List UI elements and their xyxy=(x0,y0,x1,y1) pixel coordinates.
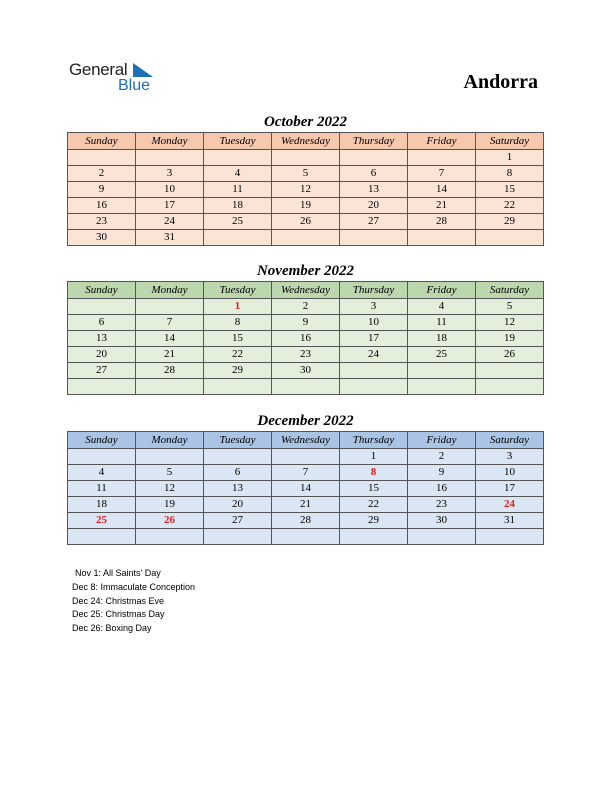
weekday-header: Saturday xyxy=(476,432,544,449)
day-cell: 24 xyxy=(340,347,408,363)
week-row xyxy=(68,363,544,379)
day-cell: 27 xyxy=(68,363,136,379)
day-cell xyxy=(272,150,340,166)
holiday-note: Nov 1: All Saints' Day xyxy=(75,568,161,578)
weekday-header: Monday xyxy=(136,133,204,150)
weekday-header: Friday xyxy=(408,432,476,449)
day-cell xyxy=(408,150,476,166)
day-cell xyxy=(68,529,136,545)
month-november xyxy=(67,261,544,395)
week-row xyxy=(68,497,544,513)
day-cell: 20 xyxy=(204,497,272,513)
day-cell xyxy=(136,529,204,545)
day-cell: 5 xyxy=(272,166,340,182)
weekday-header: Wednesday xyxy=(272,133,340,150)
day-cell: 12 xyxy=(272,182,340,198)
day-cell xyxy=(408,529,476,545)
day-cell xyxy=(340,363,408,379)
day-cell: 30 xyxy=(68,230,136,246)
logo-word-blue: Blue xyxy=(118,77,151,94)
day-cell xyxy=(476,230,544,246)
day-cell: 23 xyxy=(272,347,340,363)
day-cell xyxy=(204,449,272,465)
day-cell: 12 xyxy=(136,481,204,497)
holiday-note: Dec 26: Boxing Day xyxy=(72,623,152,634)
day-cell xyxy=(340,529,408,545)
holiday-notes xyxy=(72,567,195,636)
day-cell xyxy=(68,449,136,465)
day-cell: 3 xyxy=(476,449,544,465)
day-cell: 11 xyxy=(68,481,136,497)
weekday-header: Friday xyxy=(408,282,476,299)
week-row xyxy=(68,481,544,497)
month-october xyxy=(67,112,544,246)
day-cell: 14 xyxy=(272,481,340,497)
holiday-note: Dec 25: Christmas Day xyxy=(72,609,165,620)
day-cell: 17 xyxy=(340,331,408,347)
day-cell: 28 xyxy=(408,214,476,230)
day-cell xyxy=(136,449,204,465)
weekday-header: Monday xyxy=(136,282,204,299)
day-cell: 18 xyxy=(408,331,476,347)
day-cell: 29 xyxy=(204,363,272,379)
day-cell xyxy=(204,379,272,395)
day-cell: 9 xyxy=(408,465,476,481)
day-cell xyxy=(408,363,476,379)
week-row xyxy=(68,150,544,166)
day-cell: 12 xyxy=(476,315,544,331)
day-cell: 8 xyxy=(476,166,544,182)
weekday-header: Thursday xyxy=(340,133,408,150)
day-cell: 26 xyxy=(136,513,204,529)
day-cell xyxy=(340,150,408,166)
day-cell: 8 xyxy=(204,315,272,331)
day-cell: 29 xyxy=(340,513,408,529)
day-cell: 10 xyxy=(476,465,544,481)
day-cell: 3 xyxy=(136,166,204,182)
week-row xyxy=(68,299,544,315)
weekday-header-row xyxy=(68,432,544,449)
weekday-header: Tuesday xyxy=(204,133,272,150)
month-title: November 2022 xyxy=(256,263,355,279)
day-cell: 17 xyxy=(476,481,544,497)
day-cell: 28 xyxy=(136,363,204,379)
day-cell: 23 xyxy=(68,214,136,230)
month-title: October 2022 xyxy=(264,114,347,130)
day-cell: 22 xyxy=(476,198,544,214)
day-cell xyxy=(272,230,340,246)
day-cell: 16 xyxy=(272,331,340,347)
day-cell: 6 xyxy=(340,166,408,182)
logo-word-general: General xyxy=(69,60,128,79)
day-cell: 13 xyxy=(68,331,136,347)
day-cell xyxy=(272,449,340,465)
day-cell xyxy=(340,230,408,246)
day-cell: 5 xyxy=(136,465,204,481)
day-cell: 25 xyxy=(204,214,272,230)
day-cell xyxy=(136,379,204,395)
day-cell: 5 xyxy=(476,299,544,315)
day-cell: 24 xyxy=(136,214,204,230)
week-row xyxy=(68,315,544,331)
day-cell xyxy=(272,379,340,395)
day-cell: 25 xyxy=(408,347,476,363)
day-cell xyxy=(136,150,204,166)
day-cell: 20 xyxy=(68,347,136,363)
weekday-header: Thursday xyxy=(340,282,408,299)
day-cell: 14 xyxy=(136,331,204,347)
week-row xyxy=(68,166,544,182)
day-cell: 26 xyxy=(476,347,544,363)
day-cell xyxy=(272,529,340,545)
day-cell xyxy=(204,529,272,545)
day-cell: 27 xyxy=(340,214,408,230)
day-cell xyxy=(68,299,136,315)
day-cell: 21 xyxy=(408,198,476,214)
day-cell: 16 xyxy=(408,481,476,497)
day-cell xyxy=(408,230,476,246)
day-cell: 11 xyxy=(204,182,272,198)
country-title: Andorra xyxy=(463,71,538,93)
day-cell: 18 xyxy=(204,198,272,214)
day-cell: 4 xyxy=(408,299,476,315)
holiday-note: Dec 24: Christmas Eve xyxy=(72,595,165,606)
day-cell: 19 xyxy=(136,497,204,513)
weekday-header-row xyxy=(68,282,544,299)
day-cell: 15 xyxy=(476,182,544,198)
weekday-header: Thursday xyxy=(340,432,408,449)
day-cell: 9 xyxy=(272,315,340,331)
week-row xyxy=(68,513,544,529)
week-row xyxy=(68,465,544,481)
weekday-header: Saturday xyxy=(476,133,544,150)
calendar-grid xyxy=(67,132,544,246)
weekday-header: Sunday xyxy=(68,282,136,299)
day-cell: 27 xyxy=(204,513,272,529)
weekday-header: Sunday xyxy=(68,432,136,449)
day-cell: 1 xyxy=(476,150,544,166)
day-cell: 30 xyxy=(272,363,340,379)
day-cell: 25 xyxy=(68,513,136,529)
day-cell xyxy=(340,379,408,395)
generalblue-logo xyxy=(69,60,159,96)
day-cell: 19 xyxy=(476,331,544,347)
day-cell: 29 xyxy=(476,214,544,230)
day-cell: 17 xyxy=(136,198,204,214)
day-cell: 7 xyxy=(272,465,340,481)
day-cell: 15 xyxy=(340,481,408,497)
weekday-header: Sunday xyxy=(68,133,136,150)
day-cell: 23 xyxy=(408,497,476,513)
day-cell: 18 xyxy=(68,497,136,513)
week-row xyxy=(68,214,544,230)
day-cell: 1 xyxy=(204,299,272,315)
day-cell: 15 xyxy=(204,331,272,347)
week-row xyxy=(68,331,544,347)
week-row xyxy=(68,347,544,363)
day-cell xyxy=(204,230,272,246)
day-cell: 21 xyxy=(136,347,204,363)
weekday-header: Tuesday xyxy=(204,432,272,449)
day-cell xyxy=(476,363,544,379)
day-cell: 20 xyxy=(340,198,408,214)
day-cell: 13 xyxy=(340,182,408,198)
calendar-grid xyxy=(67,281,544,395)
weekday-header-row xyxy=(68,133,544,150)
weekday-header: Friday xyxy=(408,133,476,150)
day-cell: 28 xyxy=(272,513,340,529)
day-cell: 7 xyxy=(408,166,476,182)
weekday-header: Wednesday xyxy=(272,432,340,449)
weekday-header: Monday xyxy=(136,432,204,449)
day-cell: 22 xyxy=(204,347,272,363)
day-cell: 4 xyxy=(68,465,136,481)
week-row xyxy=(68,379,544,395)
logo-triangle-icon xyxy=(133,63,153,77)
month-title: December 2022 xyxy=(257,413,354,429)
week-row xyxy=(68,449,544,465)
day-cell: 10 xyxy=(136,182,204,198)
day-cell: 2 xyxy=(272,299,340,315)
week-row xyxy=(68,529,544,545)
calendar-grid xyxy=(67,431,544,545)
day-cell: 30 xyxy=(408,513,476,529)
day-cell: 2 xyxy=(68,166,136,182)
day-cell: 1 xyxy=(340,449,408,465)
holiday-note: Dec 8: Immaculate Conception xyxy=(72,581,196,592)
day-cell xyxy=(68,150,136,166)
day-cell xyxy=(204,150,272,166)
day-cell: 24 xyxy=(476,497,544,513)
day-cell: 9 xyxy=(68,182,136,198)
day-cell: 8 xyxy=(340,465,408,481)
day-cell xyxy=(136,299,204,315)
day-cell: 6 xyxy=(204,465,272,481)
month-december xyxy=(67,411,544,545)
day-cell: 6 xyxy=(68,315,136,331)
day-cell xyxy=(476,379,544,395)
day-cell: 4 xyxy=(204,166,272,182)
day-cell: 3 xyxy=(340,299,408,315)
week-row xyxy=(68,182,544,198)
day-cell: 14 xyxy=(408,182,476,198)
weekday-header: Wednesday xyxy=(272,282,340,299)
day-cell: 7 xyxy=(136,315,204,331)
weekday-header: Tuesday xyxy=(204,282,272,299)
day-cell xyxy=(408,379,476,395)
day-cell: 22 xyxy=(340,497,408,513)
day-cell xyxy=(68,379,136,395)
day-cell: 26 xyxy=(272,214,340,230)
day-cell: 2 xyxy=(408,449,476,465)
day-cell: 31 xyxy=(136,230,204,246)
day-cell: 19 xyxy=(272,198,340,214)
day-cell: 21 xyxy=(272,497,340,513)
week-row xyxy=(68,198,544,214)
day-cell: 16 xyxy=(68,198,136,214)
day-cell: 10 xyxy=(340,315,408,331)
day-cell: 11 xyxy=(408,315,476,331)
weekday-header: Saturday xyxy=(476,282,544,299)
day-cell: 13 xyxy=(204,481,272,497)
day-cell: 31 xyxy=(476,513,544,529)
day-cell xyxy=(476,529,544,545)
week-row xyxy=(68,230,544,246)
